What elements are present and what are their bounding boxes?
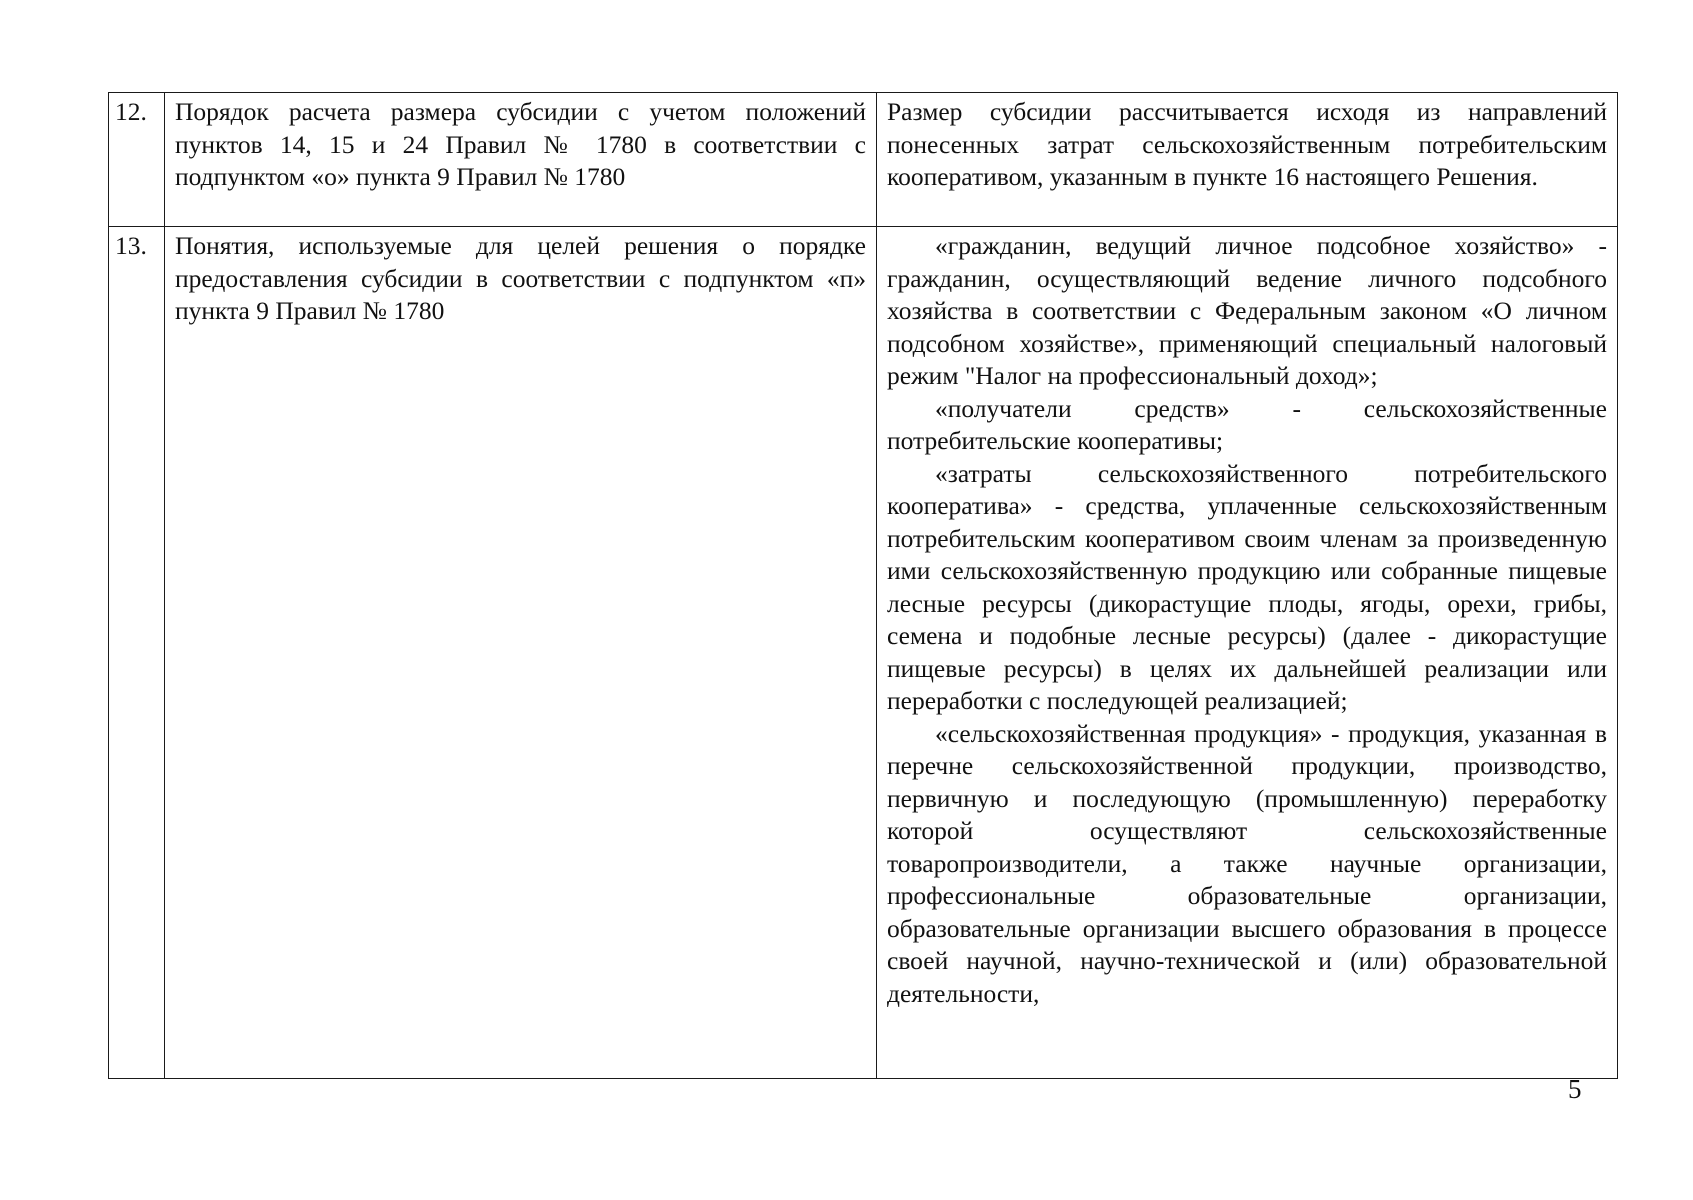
row-title: Понятия, используемые для целей решения о порядке предоставления субсидии в соответствии с подпунктом «п» пункта 9 Правил № 1780 (165, 227, 877, 1079)
row-number: 12. (109, 93, 165, 227)
definition-paragraph: «сельскохозяйственная продукция» - продукция, указанная в перечне сельскохозяйственной продукции, производство, первичную и последующую (промышленную) переработку которой осуществляют сельскохозяйственные товаропроизводители, а также научные организации, профессиональные образовательные организации, образовательные организации высшего образования в процессе своей научной, научно-технической и (или) образовательной деятельности, (887, 718, 1607, 1008)
definition-paragraph: «получатели средств» - сельскохозяйственные потребительские кооперативы; (887, 393, 1607, 455)
row-number: 13. (109, 227, 165, 1079)
row-content (877, 227, 1618, 1079)
page-number: 5 (1568, 1074, 1582, 1104)
definition-paragraph: «затраты сельскохозяйственного потребительского кооператива» - средства, уплаченные сельскохозяйственным потребительским кооперативом своим членам за произведенную ими сельскохозяйственную продукцию или собранные пищевые лесные ресурсы (дикорастущие плоды, ягоды, орехи, грибы, семена и подобные лесные ресурсы) (далее - дикорастущие пищевые ресурсы) в целях их дальнейшей реализации или переработки с последующей реализацией; (887, 458, 1607, 715)
document-table (108, 92, 1618, 1079)
row-content: Размер субсидии рассчитывается исходя из направлений понесенных затрат сельскохозяйственным потребительским кооперативом, указанным в пункте 16 настоящего Решения. (877, 93, 1618, 227)
table-row (109, 227, 1618, 1079)
table-row (109, 93, 1618, 227)
definition-paragraph: «гражданин, ведущий личное подсобное хозяйство» - гражданин, осуществляющий ведение личного подсобного хозяйства в соответствии с Федеральным законом «О личном подсобном хозяйстве», применяющий специальный налоговый режим "Налог на профессиональный доход»; (887, 231, 1607, 390)
row-title: Порядок расчета размера субсидии с учетом положений пунктов 14, 15 и 24 Правил № 1780 в соответствии с подпунктом «о» пункта 9 Правил № 1780 (165, 93, 877, 227)
